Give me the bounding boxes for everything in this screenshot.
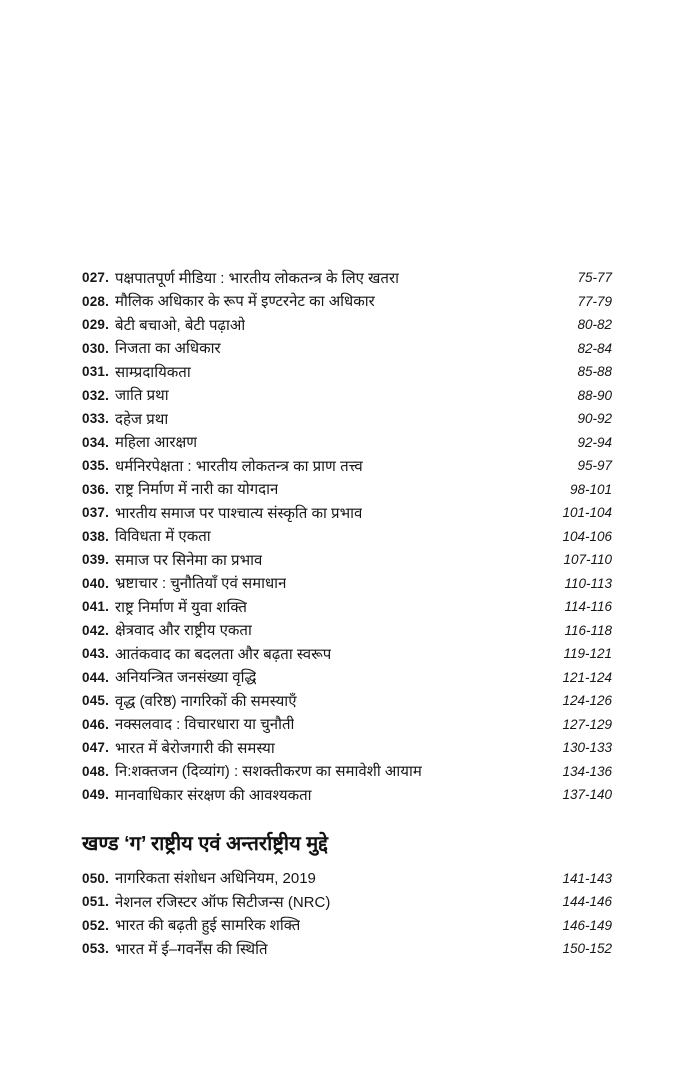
toc-entry-number: 027.: [82, 270, 110, 286]
toc-entry-title: अनियन्त्रित जनसंख्या वृद्धि: [115, 669, 257, 687]
toc-entry-page-range: 119-121: [563, 646, 612, 662]
toc-entry-row: [82, 501, 612, 525]
toc-entry-row: [82, 867, 612, 891]
toc-entry-title: साम्प्रदायिकता: [115, 363, 191, 381]
toc-entry-page-range: 134-136: [562, 763, 612, 779]
toc-entry-page-range: 150-152: [562, 941, 612, 957]
toc-entry-title: राष्ट्र निर्माण में नारी का योगदान: [115, 481, 279, 499]
toc-entry-row: [82, 666, 612, 690]
toc-entry-number: 040.: [82, 575, 110, 591]
toc-entry-title: क्षेत्रवाद और राष्ट्रीय एकता: [115, 622, 252, 640]
toc-entry-number: 039.: [82, 552, 110, 568]
toc-list-section-c: [82, 867, 612, 961]
toc-entry-row: [82, 760, 612, 784]
toc-entry-page-range: 95-97: [577, 458, 612, 474]
toc-entry-title: भारत में ई–गवर्नेंस की स्थिति: [115, 940, 268, 958]
toc-entry-number: 033.: [82, 411, 110, 427]
toc-entry-page-range: 82-84: [577, 340, 612, 356]
toc-entry-page-range: 144-146: [562, 894, 612, 910]
toc-entry-row: [82, 619, 612, 643]
toc-entry-title: दहेज प्रथा: [115, 410, 169, 428]
toc-entry-row: [82, 431, 612, 455]
toc-entry-number: 043.: [82, 646, 110, 662]
toc-entry-page-range: 116-118: [564, 622, 612, 638]
toc-entry-page-range: 124-126: [562, 693, 612, 709]
toc-entry-number: 028.: [82, 293, 110, 309]
toc-entry-row: [82, 384, 612, 408]
toc-entry-title: नेशनल रजिस्टर ऑफ सिटीजन्स (NRC): [115, 893, 331, 911]
toc-entry-row: [82, 890, 612, 914]
toc-entry-title: भारतीय समाज पर पाश्चात्य संस्कृति का प्रभाव: [115, 504, 363, 522]
toc-entry-title: भ्रष्टाचार : चुनौतियाँ एवं समाधान: [115, 575, 287, 593]
toc-entry-number: 032.: [82, 387, 110, 403]
toc-list-section-b: [82, 266, 612, 807]
toc-entry-row: [82, 525, 612, 549]
toc-entry-row: [82, 548, 612, 572]
toc-entry-number: 045.: [82, 693, 110, 709]
toc-entry-title: मौलिक अधिकार के रूप में इण्टरनेट का अधिकार: [115, 293, 375, 311]
toc-entry-page-range: 77-79: [577, 293, 612, 309]
toc-entry-title: नागरिकता संशोधन अधिनियम, 2019: [115, 870, 316, 888]
toc-entry-number: 035.: [82, 458, 110, 474]
toc-entry-row: [82, 736, 612, 760]
toc-entry-number: 034.: [82, 434, 110, 450]
toc-entry-page-range: 90-92: [577, 411, 612, 427]
toc-entry-row: [82, 642, 612, 666]
toc-entry-title: आतंकवाद का बदलता और बढ़ता स्वरूप: [115, 645, 332, 663]
toc-entry-title: धर्मनिरपेक्षता : भारतीय लोकतन्त्र का प्राण तत्त्व: [115, 457, 363, 475]
toc-entry-row: [82, 783, 612, 807]
toc-entry-page-range: 146-149: [562, 917, 612, 933]
toc-entry-title: पक्षपातपूर्ण मीडिया : भारतीय लोकतन्त्र के लिए खतरा: [115, 269, 399, 287]
toc-entry-page-range: 104-106: [562, 528, 612, 544]
toc-entry-row: [82, 313, 612, 337]
toc-entry-page-range: 121-124: [562, 669, 612, 685]
toc-entry-title: महिला आरक्षण: [115, 434, 198, 452]
toc-entry-row: [82, 337, 612, 361]
toc-entry-row: [82, 713, 612, 737]
toc-entry-page-range: 88-90: [577, 387, 612, 403]
toc-entry-page-range: 101-104: [562, 505, 612, 521]
toc-entry-title: वृद्ध (वरिष्ठ) नागरिकों की समस्याएँ: [115, 692, 297, 710]
toc-entry-page-range: 114-116: [564, 599, 612, 615]
section-heading-khand-ga: खण्ड ‘ग’ राष्ट्रीय एवं अन्तर्राष्ट्रीय मुद्दे: [82, 832, 328, 855]
toc-entry-number: 049.: [82, 787, 110, 803]
toc-entry-row: [82, 478, 612, 502]
toc-entry-page-range: 130-133: [562, 740, 612, 756]
toc-entry-title: राष्ट्र निर्माण में युवा शक्ति: [115, 598, 247, 616]
toc-entry-page-range: 107-110: [563, 552, 612, 568]
toc-entry-page-range: 75-77: [577, 270, 612, 286]
toc-entry-page-range: 85-88: [577, 364, 612, 380]
toc-content: [82, 266, 612, 961]
toc-entry-number: 042.: [82, 622, 110, 638]
toc-entry-page-range: 127-129: [562, 716, 612, 732]
toc-entry-title: भारत की बढ़ती हुई सामरिक शक्ति: [115, 917, 301, 935]
toc-entry-row: [82, 937, 612, 961]
toc-entry-number: 053.: [82, 941, 110, 957]
toc-entry-page-range: 92-94: [577, 434, 612, 450]
toc-entry-row: [82, 914, 612, 938]
toc-entry-number: 052.: [82, 917, 110, 933]
toc-entry-title: बेटी बचाओ, बेटी पढ़ाओ: [115, 316, 246, 334]
toc-entry-number: 046.: [82, 716, 110, 732]
toc-entry-number: 030.: [82, 340, 110, 356]
toc-entry-page-range: 141-143: [562, 870, 612, 886]
toc-entry-title: जाति प्रथा: [115, 387, 169, 405]
toc-entry-page-range: 137-140: [562, 787, 612, 803]
toc-entry-number: 050.: [82, 870, 110, 886]
toc-entry-row: [82, 689, 612, 713]
toc-entry-title: नक्सलवाद : विचारधारा या चुनौती: [115, 716, 295, 734]
toc-entry-number: 051.: [82, 894, 110, 910]
toc-entry-row: [82, 407, 612, 431]
toc-entry-title: मानवाधिकार संरक्षण की आवश्यकता: [115, 786, 312, 804]
toc-entry-row: [82, 595, 612, 619]
toc-entry-title: नि:शक्तजन (दिव्यांग) : सशक्तीकरण का समावेशी आयाम: [115, 763, 422, 781]
toc-entry-number: 029.: [82, 317, 110, 333]
toc-entry-title: समाज पर सिनेमा का प्रभाव: [115, 551, 263, 569]
toc-entry-number: 041.: [82, 599, 110, 615]
toc-entry-number: 031.: [82, 364, 110, 380]
toc-entry-number: 038.: [82, 528, 110, 544]
toc-entry-row: [82, 266, 612, 290]
toc-entry-title: विविधता में एकता: [115, 528, 211, 546]
toc-entry-page-range: 110-113: [564, 575, 612, 591]
toc-entry-row: [82, 454, 612, 478]
toc-entry-page-range: 80-82: [577, 317, 612, 333]
toc-entry-number: 044.: [82, 669, 110, 685]
toc-entry-page-range: 98-101: [569, 481, 612, 497]
toc-entry-number: 048.: [82, 763, 110, 779]
toc-entry-number: 036.: [82, 481, 110, 497]
toc-entry-row: [82, 360, 612, 384]
toc-entry-row: [82, 572, 612, 596]
toc-entry-number: 047.: [82, 740, 110, 756]
toc-entry-number: 037.: [82, 505, 110, 521]
toc-entry-row: [82, 290, 612, 314]
toc-entry-title: निजता का अधिकार: [115, 340, 221, 358]
toc-entry-title: भारत में बेरोजगारी की समस्या: [115, 739, 275, 757]
